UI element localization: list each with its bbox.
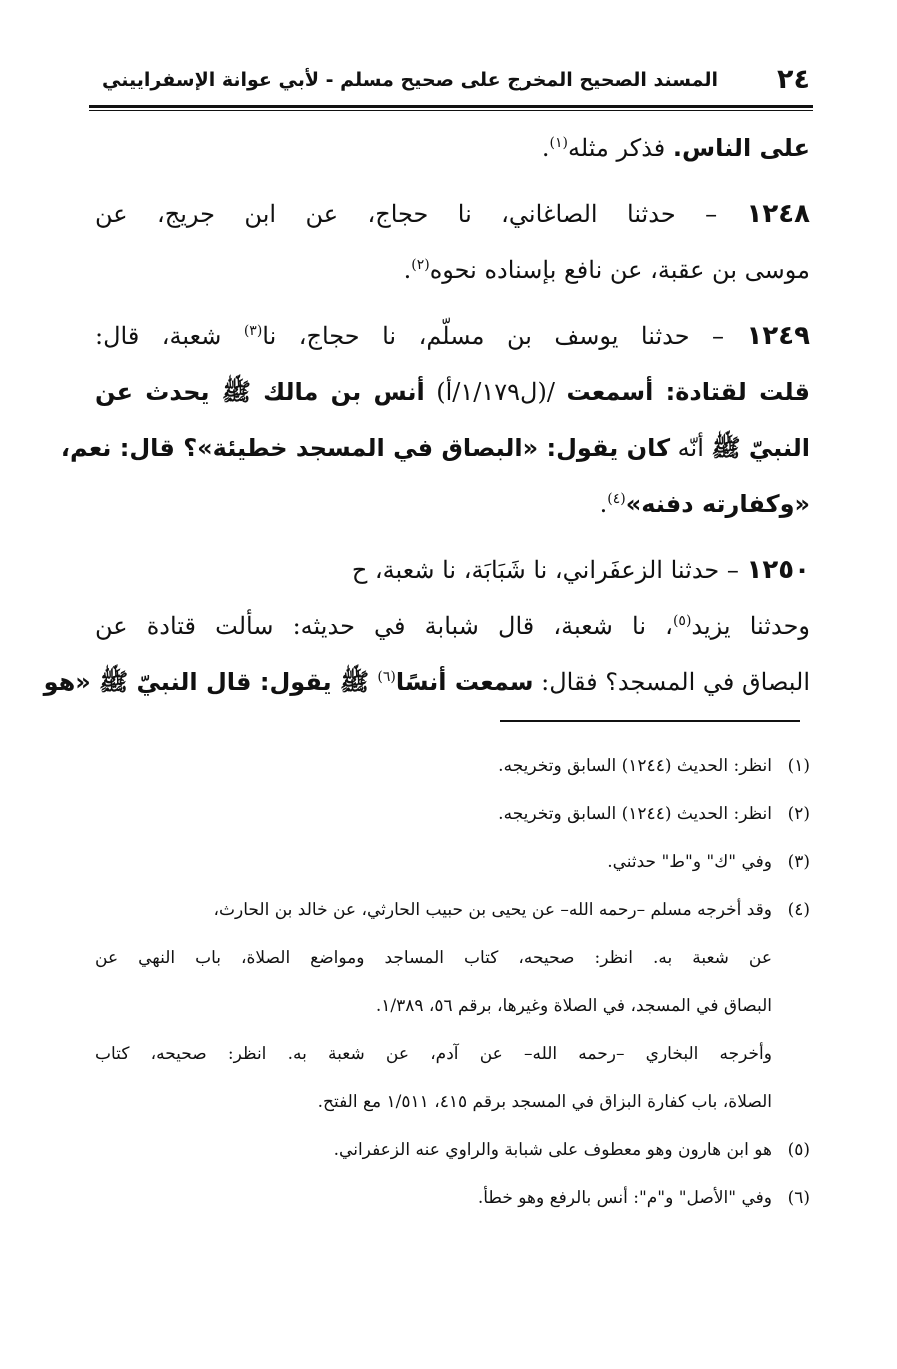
hadith-1249-line-3: النبيّ ﷺ أنّه كان يقول: «البصاق في المسجد خطيئة»؟ قال: نعم، xyxy=(60,434,810,462)
hadith-1248-line-1: ١٢٤٨ – حدثنا الصاغاني، نا حجاج، عن ابن جريج، عن xyxy=(95,199,810,229)
footnote-ref[interactable]: (٦) xyxy=(377,669,396,685)
footnote-1: (١)انظر: الحديث (١٢٤٤) السابق وتخريجه. xyxy=(498,756,810,776)
header-rule-thin xyxy=(89,110,813,111)
hadith-1250-line-2: وحدثنا يزيد$^{(٥)}$، نا شعبة، قال شبابة في حديثه: سألت قتادة عن xyxy=(95,612,811,640)
text-line: على الناس. فذكر مثله$^{(١)}$. xyxy=(541,134,810,162)
hadith-number: ١٢٤٨ xyxy=(746,199,810,229)
footnote-ref[interactable]: (٢) xyxy=(411,257,430,273)
footnote-ref[interactable]: (٣) xyxy=(243,323,263,339)
hadith-1248-line-2: موسى بن عقبة، عن نافع بإسناده نحوه$^{(٢)}$. xyxy=(403,256,810,284)
footnote-ref[interactable]: (٥) xyxy=(672,613,692,629)
footnote-5: (٥)هو ابن هارون وهو معطوف على شبابة والراوي عنه الزعفراني. xyxy=(333,1140,810,1160)
hadith-number: ١٢٤٩ xyxy=(746,321,811,351)
footnote-3: (٣)وفي "ك" و"ط" حدثني. xyxy=(607,852,810,872)
footnote-ref[interactable]: (١) xyxy=(549,135,568,151)
hadith-number: ١٢٥٠ xyxy=(746,555,810,585)
hadith-1250-line-1: ١٢٥٠ – حدثنا الزعفَراني، نا شَبَابَة، نا شعبة، ح xyxy=(351,555,810,585)
hadith-1249-line-2: قلت لقتادة: أسمعت /(ل١/١٧٩/أ) أنس بن مالك ﷺ يحدث عن xyxy=(95,378,810,406)
footnote-2: (٢)انظر: الحديث (١٢٤٤) السابق وتخريجه. xyxy=(498,804,810,824)
main-text xyxy=(43,120,811,710)
page-header xyxy=(95,62,810,98)
footnote-4-cont: البصاق في المسجد، في الصلاة وغيرها، برقم ٥٦، ١/٣٨٩. xyxy=(375,996,772,1016)
footnotes xyxy=(95,742,810,1222)
footnote-4: (٤)وقد أخرجه مسلم –رحمه الله– عن يحيى بن حبيب الحارثي، عن خالد بن الحارث، xyxy=(213,900,810,920)
hadith-1249-line-1: ١٢٤٩ – حدثنا يوسف بن مسلّم، نا حجاج، نا$^{(٣)}$ شعبة، قال: xyxy=(95,321,811,351)
header-rule-thick xyxy=(89,105,813,108)
running-title: المسند الصحيح المخرج على صحيح مسلم - لأبي عوانة الإسفراييني xyxy=(102,69,718,91)
manuscript-ref: /(ل١/١٧٩/أ) xyxy=(424,378,567,406)
hadith-1250-line-3: البصاق في المسجد؟ فقال: سمعت أنسًا$^{(٦)}$ ﷺ يقول: قال النبيّ ﷺ «هو xyxy=(43,668,810,696)
footnote-6: (٦)وفي "الأصل" و"م": أنس بالرفع وهو خطأ. xyxy=(477,1188,810,1208)
footnote-ref[interactable]: (٤) xyxy=(607,491,626,507)
footnote-separator xyxy=(500,720,800,722)
page-number: ٢٤ xyxy=(777,64,810,95)
footnote-4-cont: وأخرجه البخاري –رحمه الله– عن آدم، عن شعبة به. انظر: صحيحه، كتاب xyxy=(95,1044,772,1064)
hadith-1249-line-4: «وكفارته دفنه»$^{(٤)}$. xyxy=(599,490,810,518)
footnote-4-cont: الصلاة، باب كفارة البزاق في المسجد برقم ٤١٥، ١/٥١١ مع الفتح. xyxy=(317,1092,772,1112)
footnote-4-cont: عن شعبة به. انظر: صحيحه، كتاب المساجد ومواضع الصلاة، باب النهي عن xyxy=(95,948,772,968)
